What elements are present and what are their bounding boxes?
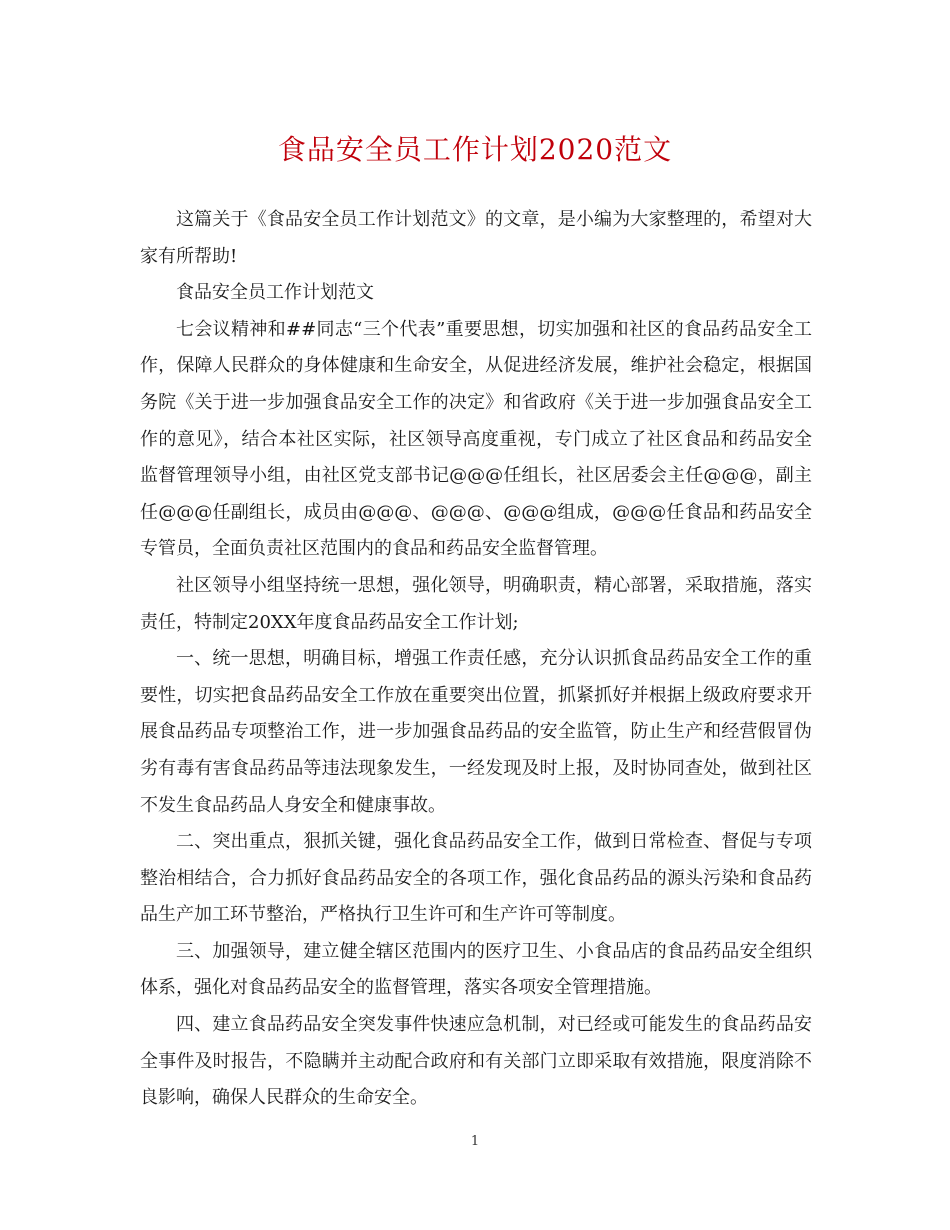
section-heading: 食品安全员工作计划范文 — [176, 282, 374, 304]
page-number: 1 — [470, 1134, 480, 1149]
intro-paragraph: 这篇关于《食品安全员工作计划范文》的文章，是小编为大家整理的，希望对大家有所帮助! — [140, 209, 812, 267]
body-paragraph: 一、统一思想，明确目标，增强工作责任感，充分认识抓食品药品安全工作的重要性，切实把食品药品安全工作放在重要突出位置，抓紧抓好并根据上级政府要求开展食品药品专项整治工作，进一步加强食品药品的安全监管，防止生产和经营假冒伪劣有毒有害食品药品等违法现象发生，一经发现及时上报，及时协同查处，做到社区不发生食品药品人身安全和健康事故。 — [140, 648, 812, 816]
document-title: 食品安全员工作计划2020范文 — [277, 133, 673, 166]
body-paragraph: 三、加强领导，建立健全辖区范围内的医疗卫生、小食品店的食品药品安全组织体系，强化对食品药品安全的监督管理，落实各项安全管理措施。 — [140, 940, 812, 999]
body-paragraph: 七会议精神和##同志“三个代表”重要思想，切实加强和社区的食品药品安全工作，保障人民群众的身体健康和生命安全，从促进经济发展，维护社会稳定，根据国务院《关于进一步加强食品安全工作的决定》和省政府《关于进一步加强食品安全工作的意见》，结合本社区实际，社区领导高度重视，专门成立了社区食品和药品安全监督管理领导小组，由社区党支部书记@@@任组长，社区居委会主任@@@，副主任@@@任副组长，成员由@@@、@@@、@@@组成，@@@任食品和药品安全专管员，全面负责社区范围内的食品和药品安全监督管理。 — [140, 318, 812, 560]
document-body — [140, 202, 812, 1117]
body-paragraph: 社区领导小组坚持统一思想，强化领导，明确职责，精心部署，采取措施，落实责任，特制定20XX年度食品药品安全工作计划; — [140, 574, 812, 633]
body-paragraph: 二、突出重点，狠抓关键，强化食品药品安全工作，做到日常检查、督促与专项整治相结合，合力抓好食品药品安全的各项工作，强化食品药品的源头污染和食品药品生产加工环节整治，严格执行卫生许可和生产许可等制度。 — [140, 831, 812, 926]
body-paragraph: 四、建立食品药品安全突发事件快速应急机制，对已经或可能发生的食品药品安全事件及时报告，不隐瞒并主动配合政府和有关部门立即采取有效措施，限度消除不良影响，确保人民群众的生命安全。 — [140, 1014, 812, 1109]
